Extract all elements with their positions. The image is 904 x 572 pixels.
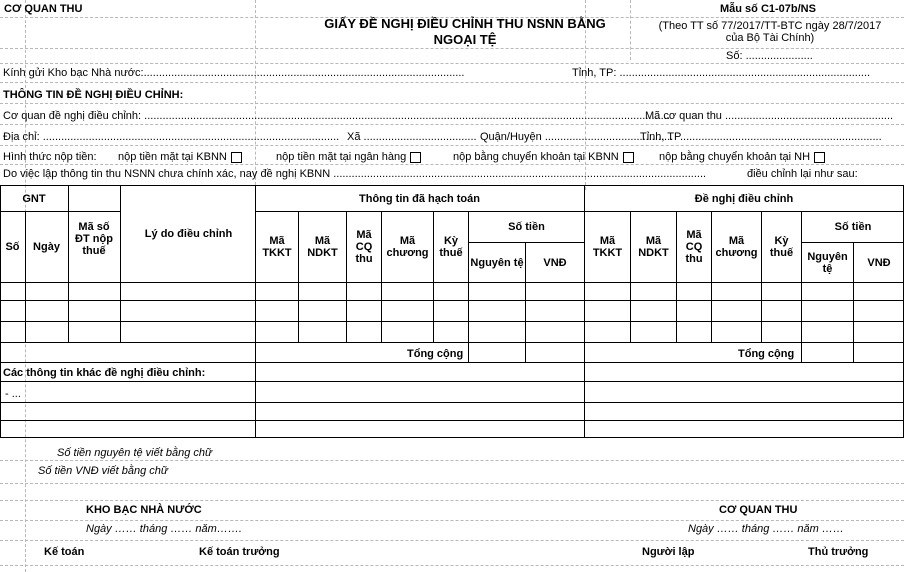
title-line: NGOẠI TỆ [433,32,497,47]
ward-field: Xã ..................................... [347,131,477,143]
total-label: Tổng cộng [738,348,795,360]
header-proposed: Đề nghị điều chỉnh [694,192,794,205]
total-label: Tổng cộng [407,348,464,360]
title-line: GIẤY ĐỀ NGHỊ ĐIỀU CHỈNH THU NSNN BẰNG [324,16,606,31]
header-cq-thu: Mã CQ thu [355,229,373,265]
header-ndkt: Mã NDKT [638,235,669,259]
grid-line [0,82,904,83]
header-foreign-currency: Nguyên tệ [470,256,524,269]
payment-option-cash-bank[interactable] [276,151,421,163]
header-booked-info: Thông tin đã hạch toán [359,192,480,205]
document-number: Số: ...................... [726,50,813,62]
option-label: nộp bằng chuyển khoản tại NH [659,151,811,163]
grid-line [0,520,904,521]
other-info-item: - ... [5,388,21,400]
header-chuong: Mã chương [715,235,758,259]
table-border [0,437,904,438]
payment-option-transfer-bank[interactable] [659,151,825,163]
grid-line [0,103,904,104]
agency-signature-title: CƠ QUAN THU [719,504,798,516]
grid-line [630,0,631,60]
header-tax-id: Mã số ĐT nộp thuế [75,221,113,257]
header-gnt: GNT [22,192,46,205]
header-tkkt: Mã TKKT [592,235,623,259]
payment-option-transfer-kbnn[interactable] [453,151,634,163]
header-amount: Số tiền [508,221,545,233]
header-ndkt: Mã NDKT [307,235,338,259]
reason-line: Do việc lập thông tin thu NSNN chưa chính xác, nay đề nghị KBNN .......................................................................................................................... [3,168,707,180]
table-border [0,381,904,382]
grid-line [0,63,904,64]
grid-line [0,540,904,541]
treasury-title: KHO BẠC NHÀ NƯỚC [86,504,202,516]
form-code: Mẫu số C1-07b/NS [720,3,816,15]
checkbox[interactable] [231,152,242,163]
table-border [0,282,904,283]
table-border [0,300,904,301]
checkbox[interactable] [623,152,634,163]
header-vnd: VNĐ [543,256,567,269]
reference-line: của Bộ Tài Chính) [725,32,815,44]
header-tkkt: Mã TKKT [262,235,292,259]
chief-accountant-label: Kế toán trưởng [199,546,280,558]
payment-label: Hình thức nộp tiền: [3,151,97,163]
recipient-line: Kính gửi Kho bạc Nhà nước:......................................................................................................... [3,67,465,79]
table-border [68,185,69,342]
header-cq-thu: Mã CQ thu [685,229,703,265]
document-title [300,16,630,48]
header-chuong: Mã chương [386,235,429,259]
grid-line [0,48,904,49]
legal-reference [645,20,895,44]
grid-line [0,164,904,165]
reference-line: (Theo TT số 77/2017/TT-BTC ngày 28/7/2017 [658,20,882,32]
header-reason: Lý do điều chỉnh [144,228,233,240]
header-ngay: Ngày [33,241,60,253]
vnd-amount-words: Số tiền VNĐ viết bằng chữ [38,465,168,477]
option-label: nộp tiền mặt tại ngân hàng [276,151,407,163]
header-vnd: VNĐ [867,256,891,269]
option-label: nộp tiền mặt tại KBNN [118,151,227,163]
header-ky-thue: Kỳ thuế [439,235,463,259]
checkbox[interactable] [814,152,825,163]
table-border [0,420,904,421]
agency-line: Cơ quan đề nghị điều chỉnh: ............................................................................................................................................................................ [3,110,670,122]
table-border [0,362,904,363]
treasury-date: Ngày …… tháng …… năm……. [86,523,242,535]
grid-line [0,483,904,484]
checkbox[interactable] [410,152,421,163]
table-border [0,342,904,343]
accountant-label: Kế toán [44,546,85,558]
grid-line [0,460,904,461]
agency-date: Ngày …… tháng …… năm …… [688,523,844,535]
table-border [0,321,904,322]
recipient-province: Tỉnh, TP: .................................................................................. [572,67,871,79]
head-label: Thủ trưởng [808,546,869,558]
grid-line [0,565,904,566]
header-so: Số [5,241,20,253]
district-field: Quận/Huyện .......................................... [480,131,674,143]
address-line: Địa chỉ: ................................................................................................. [3,131,340,143]
grid-line [255,0,256,190]
section-title: THÔNG TIN ĐỀ NGHỊ ĐIỀU CHỈNH: [3,89,184,101]
preparer-label: Người lập [642,546,695,558]
agency-code-line: Mã cơ quan thu ....................................................... [645,110,894,122]
grid-line [0,145,904,146]
header-foreign-currency: Nguyên tệ [807,250,848,275]
reason-end: điều chỉnh lại như sau: [747,168,858,180]
grid-line [0,500,904,501]
grid-line [0,124,904,125]
payment-option-cash-kbnn[interactable] [118,151,242,163]
header-amount: Số tiền [834,221,872,233]
table-border [120,185,121,342]
foreign-amount-words: Số tiền nguyên tệ viết bằng chữ [57,447,212,459]
agency-label: CƠ QUAN THU [4,3,83,15]
province-field: Tỉnh, TP.................................................................. [640,131,882,143]
option-label: nộp bằng chuyển khoản tại KBNN [453,151,619,163]
header-ky-thue: Kỳ thuế [769,235,794,259]
table-border [0,402,904,403]
other-info-title: Các thông tin khác đề nghị điều chỉnh: [3,367,206,379]
